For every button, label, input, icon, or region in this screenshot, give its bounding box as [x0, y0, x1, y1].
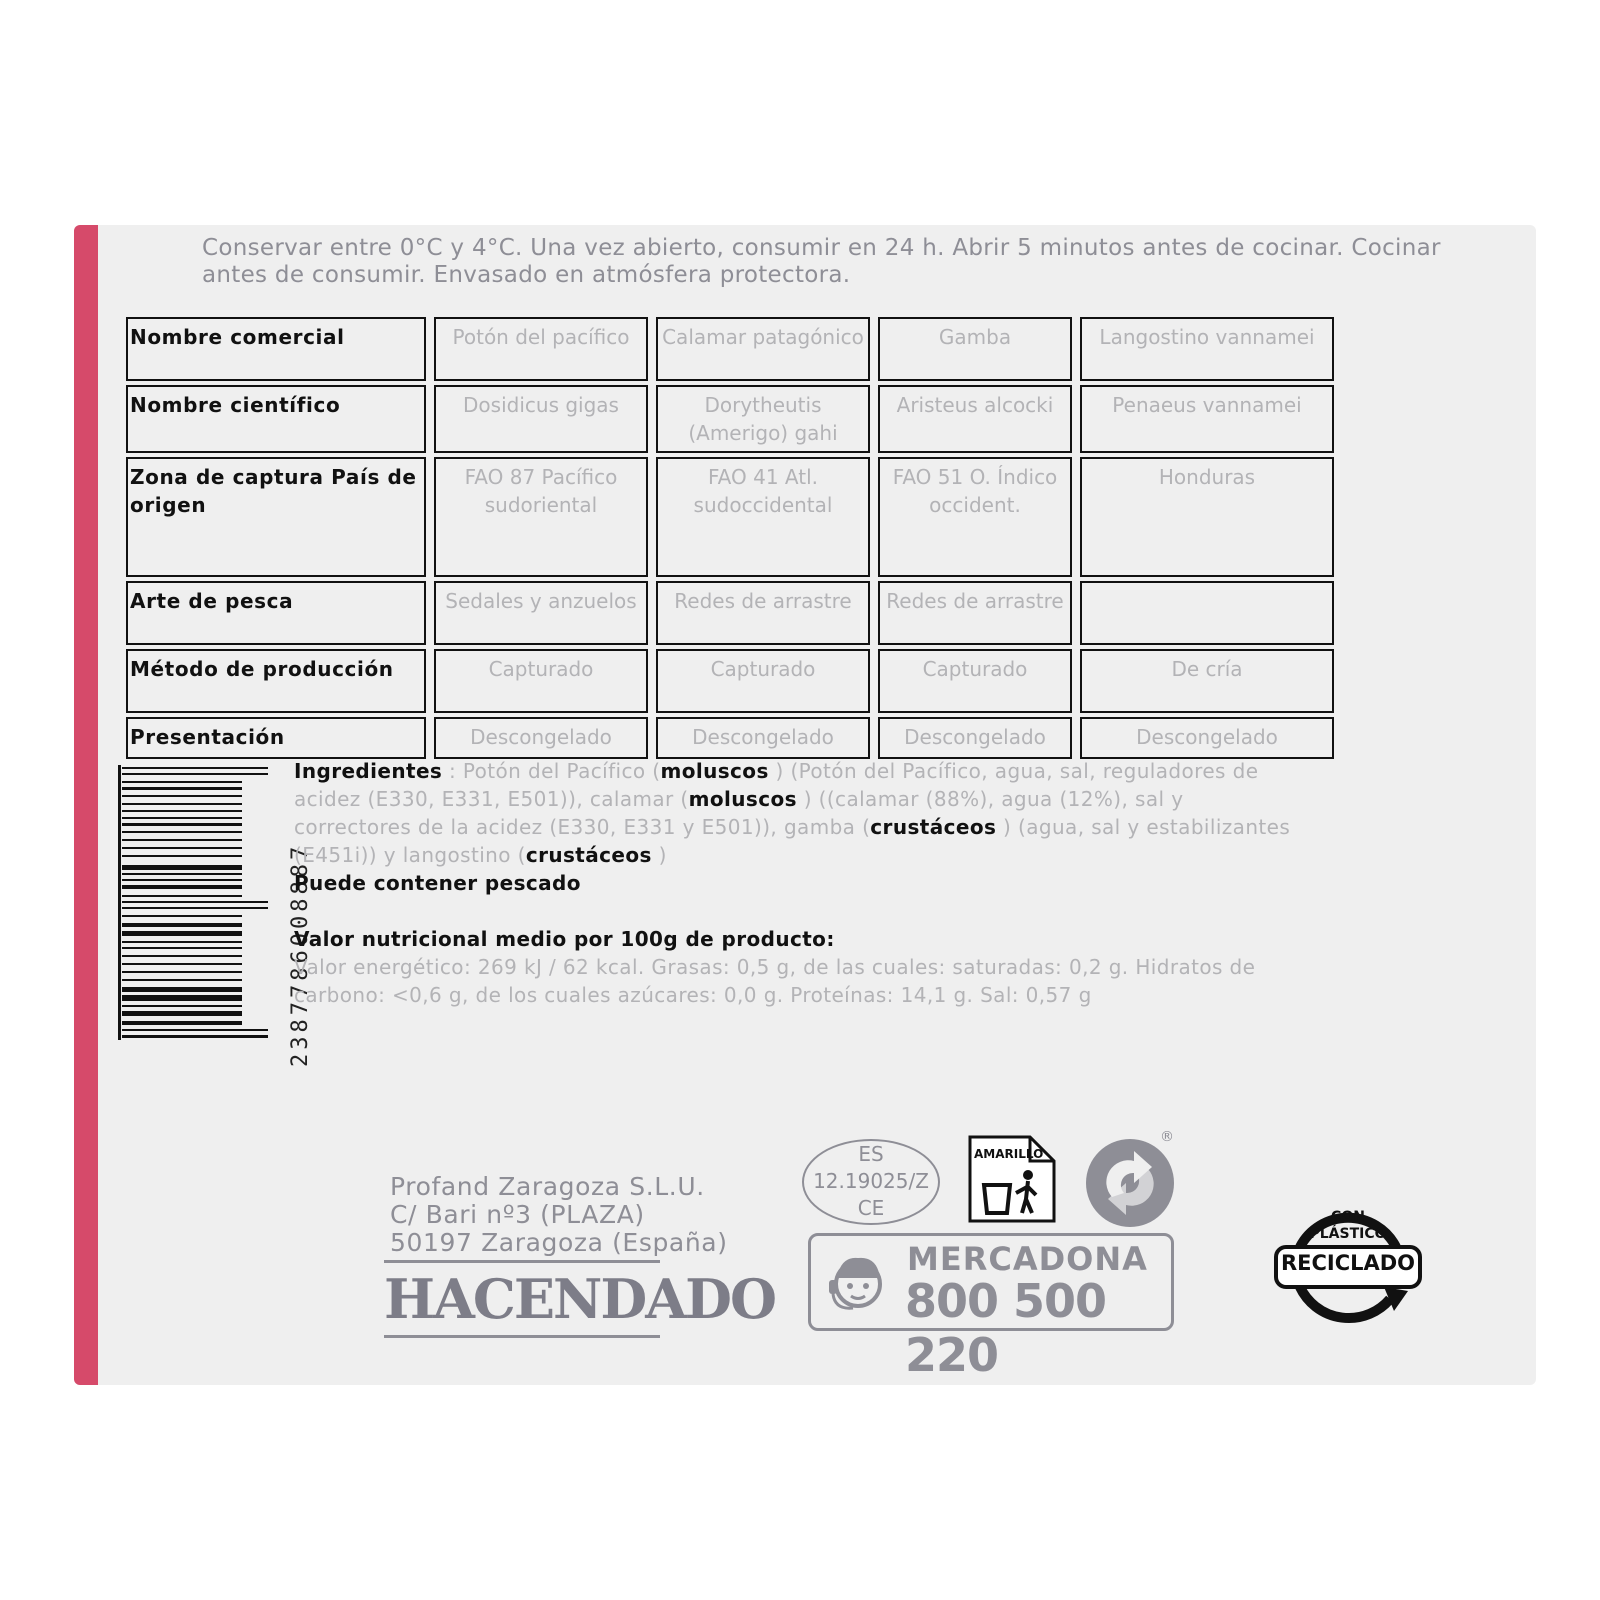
nutrition-info — [294, 925, 1294, 1009]
red-edge-stripe — [74, 225, 98, 1385]
bin-label: AMARILLO — [974, 1147, 1044, 1161]
table-cell: FAO 87 Pacífico sudoriental — [434, 457, 648, 577]
health-mark: ES 12.19025/Z CE — [802, 1139, 940, 1225]
row-header: Zona de captura País de origen — [126, 457, 426, 577]
table-cell: Descongelado — [434, 717, 648, 759]
row-header: Nombre científico — [126, 385, 426, 453]
row-header: Nombre comercial — [126, 317, 426, 381]
ingredients-list: Ingredientes : Potón del Pacífico (moluscos ) (Potón del Pacífico, agua, sal, reguladores de acidez (E330, E331, E501)), calamar (moluscos ) ((calamar (88%), agua (12%), sal y correctores de la acidez (E330, E331 y E501)), gamba (crustáceos ) (agua, sal y estabilizantes (E451i)) y langostino (crustáceos ) Puede contener pescado — [294, 759, 1291, 895]
table-cell — [1080, 581, 1334, 645]
table-cell: Redes de arrastre — [656, 581, 870, 645]
table-cell: Descongelado — [1080, 717, 1334, 759]
headset-agent-icon — [823, 1248, 893, 1318]
table-cell: FAO 41 Atl. sudoccidental — [656, 457, 870, 577]
customer-service-box — [808, 1233, 1174, 1382]
product-label — [74, 225, 1536, 1385]
badge-main: RECICLADO — [1280, 1251, 1416, 1275]
table-cell: De cría — [1080, 649, 1334, 713]
table-cell: Potón del pacífico — [434, 317, 648, 381]
ingredients-label: Ingredientes — [294, 759, 443, 783]
table-cell: Sedales y anzuelos — [434, 581, 648, 645]
table-cell: Descongelado — [878, 717, 1072, 759]
may-contain-warning: Puede contener pescado — [294, 871, 581, 895]
species-table — [118, 313, 1342, 763]
table-row — [126, 649, 1334, 713]
table-cell: Dorytheutis (Amerigo) gahi — [656, 385, 870, 453]
storage-instructions: Conservar entre 0°C y 4°C. Una vez abierto, consumir en 24 h. Abrir 5 minutos antes de cocinar. Cocinar antes de consumir. Envasado en atmósfera protectora. — [202, 235, 1441, 288]
table-cell: Capturado — [878, 649, 1072, 713]
allergen: moluscos — [660, 759, 769, 783]
company-address: Profand Zaragoza S.L.U. C/ Bari nº3 (PLAZA) 50197 Zaragoza (España) — [390, 1172, 728, 1257]
table-cell: Capturado — [434, 649, 648, 713]
allergen: crustáceos — [870, 815, 997, 839]
brand-logo: HACENDADO — [384, 1260, 660, 1338]
recycled-plastic-badge — [1272, 1187, 1424, 1339]
table-cell: Gamba — [878, 317, 1072, 381]
table-row — [126, 317, 1334, 381]
barcode-number: 2387786008887 — [288, 842, 313, 1067]
table-cell: Capturado — [656, 649, 870, 713]
row-header: Arte de pesca — [126, 581, 426, 645]
table-cell: FAO 51 O. Índico occident. — [878, 457, 1072, 577]
table-row — [126, 457, 1334, 577]
table-cell: Dosidicus gigas — [434, 385, 648, 453]
nutrition-values: Valor energético: 269 kJ / 62 kcal. Grasas: 0,5 g, de las cuales: saturadas: 0,2 g. Hidratos de carbono: <0,6 g, de los cuales azúcares: 0,0 g. Proteínas: 14,1 g. Sal: 0,57 g — [294, 955, 1256, 1007]
table-cell: Descongelado — [656, 717, 870, 759]
table-row — [126, 717, 1334, 759]
table-cell: Redes de arrastre — [878, 581, 1072, 645]
service-phone: 800 500 220 — [905, 1274, 1107, 1382]
badge-line: CON PLÁSTICO — [1309, 1209, 1387, 1242]
table-cell: Honduras — [1080, 457, 1334, 577]
green-dot-icon — [1082, 1135, 1178, 1231]
table-cell: Penaeus vannamei — [1080, 385, 1334, 453]
row-header: Presentación — [126, 717, 426, 759]
barcode — [118, 765, 268, 1040]
registered-mark: ® — [1160, 1129, 1174, 1145]
service-name: MERCADONA — [907, 1240, 1148, 1278]
table-row — [126, 385, 1334, 453]
table-cell: Calamar patagónico — [656, 317, 870, 381]
allergen: moluscos — [688, 787, 797, 811]
allergen: crustáceos — [525, 843, 652, 867]
table-row — [126, 581, 1334, 645]
nutrition-title: Valor nutricional medio por 100g de producto: — [294, 927, 835, 951]
row-header: Método de producción — [126, 649, 426, 713]
table-cell: Aristeus alcocki — [878, 385, 1072, 453]
table-cell: Langostino vannamei — [1080, 317, 1334, 381]
